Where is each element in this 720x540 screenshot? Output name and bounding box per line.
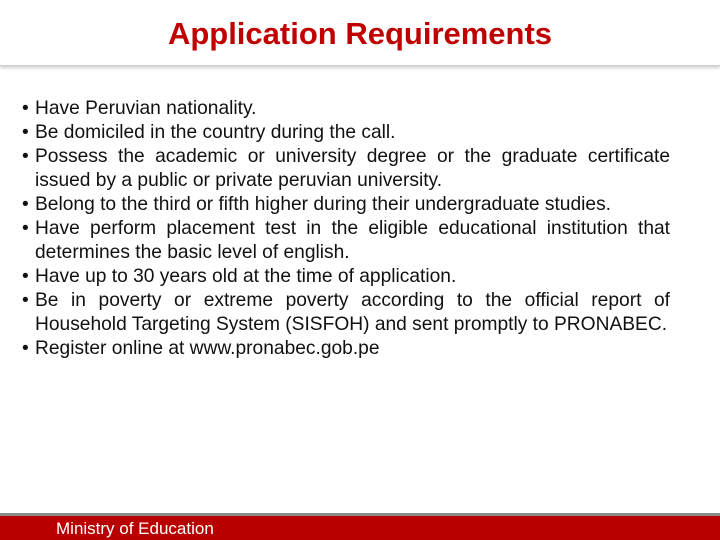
- bullet-icon: •: [22, 194, 29, 215]
- requirement-text: Have up to 30 years old at the time of application.: [35, 266, 457, 287]
- requirement-text: Possess the academic or university degree or the graduate certificate issued by a public or private peruvian university.: [35, 146, 670, 191]
- list-item: [22, 217, 670, 265]
- requirement-text: Register online at www.pronabec.gob.pe: [35, 338, 380, 359]
- requirement-text: Be in poverty or extreme poverty according to the official report of Household Targeting System (SISFOH) and sent promptly to PRONABEC.: [35, 290, 670, 335]
- bullet-icon: •: [22, 122, 29, 143]
- bullet-icon: •: [22, 218, 29, 239]
- requirement-text: Belong to the third or fifth higher during their undergraduate studies.: [35, 194, 611, 215]
- footer-divider: [0, 513, 720, 516]
- slide-title: Application Requirements: [167, 16, 553, 51]
- bullet-icon: •: [22, 290, 29, 311]
- requirement-text: Be domiciled in the country during the call.: [35, 122, 396, 143]
- requirement-text: Have Peruvian nationality.: [35, 98, 257, 119]
- list-item: [22, 145, 670, 193]
- requirement-text: Have perform placement test in the eligible educational institution that determines the basic level of english.: [35, 218, 670, 263]
- bullet-icon: •: [22, 146, 29, 167]
- requirements-list: [22, 97, 670, 361]
- list-item: [22, 97, 670, 121]
- bullet-icon: •: [22, 338, 29, 359]
- bullet-icon: •: [22, 98, 29, 119]
- list-item: [22, 265, 670, 289]
- footer-label: Ministry of Education: [56, 519, 214, 538]
- title-box: [0, 0, 720, 66]
- list-item: [22, 337, 670, 361]
- list-item: [22, 121, 670, 145]
- list-item: [22, 193, 670, 217]
- bullet-icon: •: [22, 266, 29, 287]
- list-item: [22, 289, 670, 337]
